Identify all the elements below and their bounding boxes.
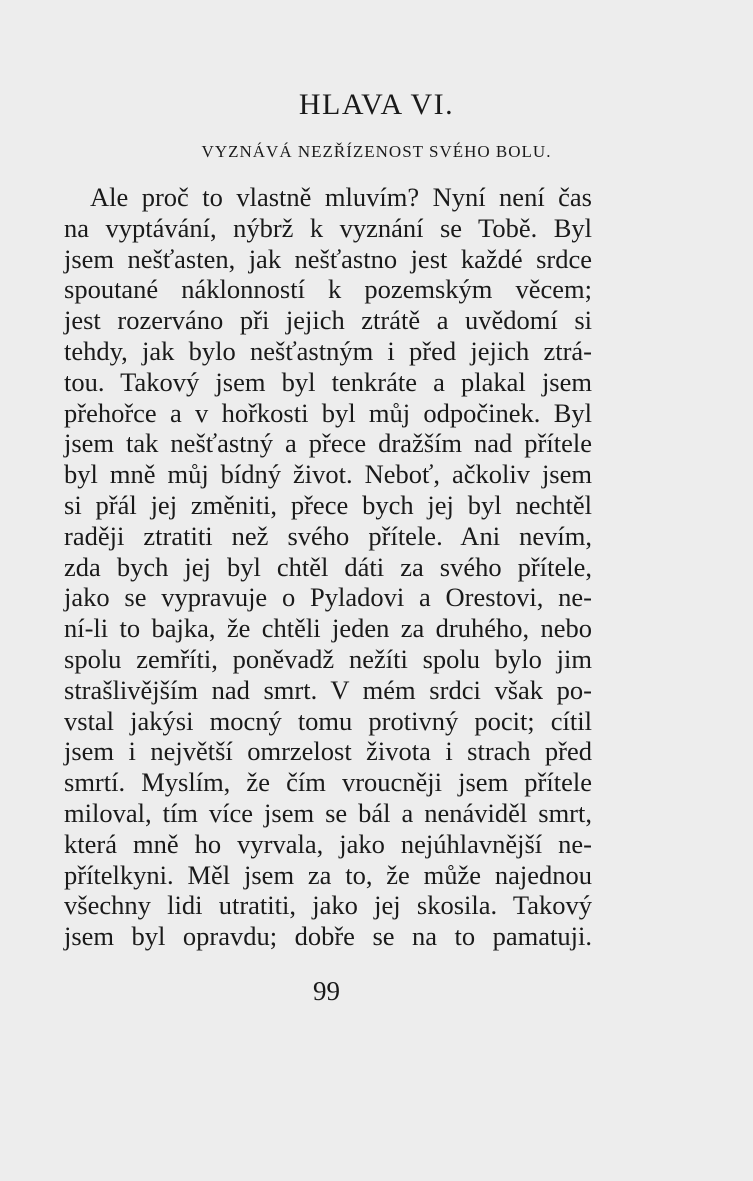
text-line: spolu zemříti, poněvadž nežíti spolu bylo jim	[64, 643, 592, 674]
text-line: si přál jej změniti, přece bych jej byl nechtěl	[64, 489, 592, 520]
text-line: byl mně můj bídný život. Neboť, ačkoliv jsem	[64, 459, 592, 490]
text-line: tou. Takový jsem byl tenkráte a plakal jsem	[64, 366, 592, 397]
text-line: ní-li to bajka, že chtěli jeden za druhého, nebo	[64, 613, 592, 644]
text-line: spoutané náklonností k pozemským věcem;	[64, 274, 592, 305]
text-line: jsem byl opravdu; dobře se na to pamatuji.	[64, 921, 592, 952]
text-line: miloval, tím více jsem se bál a nenáviděl smrt,	[64, 797, 592, 828]
text-line: raději ztratiti než svého přítele. Ani nevím,	[64, 520, 592, 551]
chapter-title: HLAVA VI.	[298, 88, 455, 121]
text-line: přítelkyni. Měl jsem za to, že může najednou	[64, 859, 592, 890]
text-line: zda bych jej byl chtěl dáti za svého přítele,	[64, 551, 592, 582]
text-line: která mně ho vyrvala, jako nejúhlavnější ne-	[64, 828, 592, 859]
text-line: smrtí. Myslím, že čím vroucněji jsem přítele	[64, 767, 592, 798]
text-line: Ale proč to vlastně mluvím? Nyní není čas	[90, 182, 592, 212]
text-line: na vyptávání, nýbrž k vyznání se Tobě. Byl	[64, 212, 592, 243]
chapter-subtitle: VYZNÁVÁ NEZŘÍZENOST SVÉHO BOLU.	[201, 142, 552, 161]
text-line: jsem nešťasten, jak nešťastno jest každé srdce	[64, 243, 592, 274]
text-line: jsem tak nešťastný a přece dražším nad přítele	[64, 428, 592, 459]
body-text	[64, 182, 592, 952]
text-line: jako se vypravuje o Pyladovi a Orestovi, ne-	[64, 582, 592, 613]
page-number: 99	[313, 976, 340, 1006]
text-line: jsem i největší omrzelost života i strach před	[64, 736, 592, 767]
text-line: strašlivějším nad smrt. V mém srdci však po-	[64, 674, 592, 705]
text-line: tehdy, jak bylo nešťastným i před jejich ztrá-	[64, 335, 592, 366]
text-line: vstal jakýsi mocný tomu protivný pocit; cítil	[64, 705, 592, 736]
text-line: jest rozerváno při jejich ztrátě a uvědomí si	[64, 305, 592, 336]
text-line: všechny lidi utratiti, jako jej skosila. Takový	[64, 890, 592, 921]
text-line: přehořce a v hořkosti byl můj odpočinek. Byl	[64, 397, 592, 428]
